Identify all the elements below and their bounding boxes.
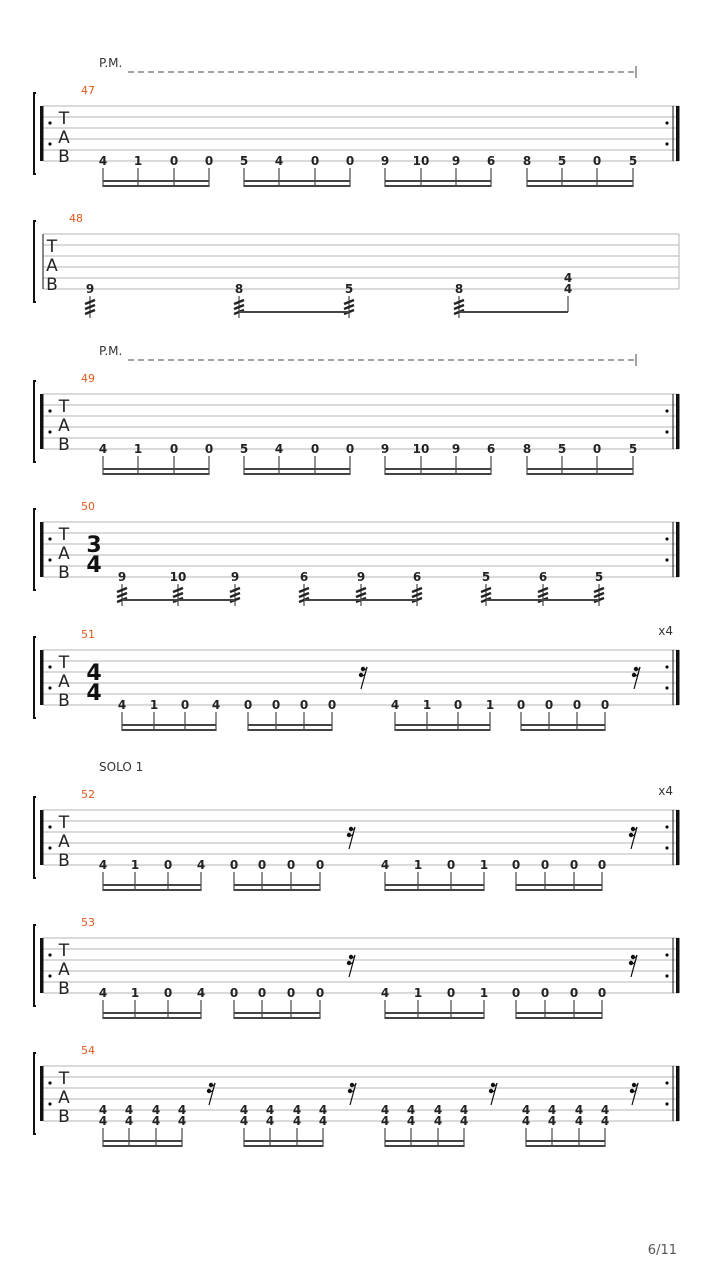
repeat-dot [48,974,51,977]
fret-number: 4 [406,1103,416,1117]
fret-number: 0 [257,986,267,1000]
fret-number: 6 [486,154,496,168]
tab-letter: T [58,1069,70,1089]
tab-system [34,212,679,318]
beam-group [481,570,604,606]
time-signature-top: 3 [86,533,102,558]
repeat-dot [665,953,668,956]
fret-number: 9 [85,282,95,296]
fret-number: 5 [239,154,249,168]
fret-number: 4 [600,1103,610,1117]
fret-number: 8 [234,282,244,296]
fret-number: 4 [274,154,284,168]
repeat-dot [665,825,668,828]
fret-number: 4 [98,986,108,1000]
sixteenth-rest [629,827,637,849]
system-bracket [34,925,36,1006]
tab-letter: T [58,941,70,961]
fret-number: 4 [459,1103,469,1117]
sixteenth-rest [359,667,367,689]
repeat-end-thick-bar [676,650,680,705]
palm-mute-label: P.M. [99,56,123,70]
fret-number: 1 [422,698,432,712]
tab-letter: T [58,109,70,129]
sixteenth-rest [348,1083,356,1105]
tab-system [34,916,680,1019]
sixteenth-rest [347,827,355,849]
fret-number: 0 [345,442,355,456]
fret-number: 4 [265,1114,275,1128]
fret-number: 1 [133,154,143,168]
fret-number: 4 [265,1103,275,1117]
fret-number: 0 [572,698,582,712]
repeat-count: x4 [658,784,673,798]
tab-letter: A [58,672,70,692]
fret-number: 10 [169,570,187,584]
repeat-dot [48,846,51,849]
fret-number: 0 [204,154,214,168]
fret-number: 4 [196,858,206,872]
fret-number: 0 [544,698,554,712]
fret-number: 0 [446,858,456,872]
tab-letter: B [58,1107,70,1127]
sixteenth-rest [630,1083,638,1105]
repeat-dot [665,430,668,433]
palm-mute-label: P.M. [99,344,123,358]
tab-letter: B [58,979,70,999]
fret-number: 0 [229,858,239,872]
fret-number: 0 [569,858,579,872]
measure-number: 53 [81,916,95,929]
fret-number: 0 [600,698,610,712]
fret-number: 4 [318,1103,328,1117]
beam-group [381,442,495,475]
repeat-dot [48,409,51,412]
fret-number: 0 [597,986,607,1000]
fret-number: 5 [557,154,567,168]
repeat-start-thick-bar [40,650,43,705]
measure-number: 48 [69,212,83,225]
fret-number: 0 [243,698,253,712]
tab-system [34,624,680,731]
sixteenth-rest [347,955,355,977]
fret-number: 0 [257,858,267,872]
fret-number: 5 [239,442,249,456]
repeat-dot [665,409,668,412]
fret-number: 4 [390,698,400,712]
fret-number: 4 [380,1114,390,1128]
repeat-dot [48,825,51,828]
fret-number: 4 [600,1114,610,1128]
repeat-end-thick-bar [676,394,680,449]
measure-number: 52 [81,788,95,801]
tab-letter: T [58,653,70,673]
fret-number: 4 [521,1114,531,1128]
repeat-end-thick-bar [676,106,680,161]
beam-group [381,154,495,187]
beam-group [99,154,213,187]
repeat-dot [665,686,668,689]
fret-number: 4 [177,1103,187,1117]
fret-number: 0 [511,858,521,872]
fret-number: 1 [485,698,495,712]
tab-system [34,760,680,891]
tab-letter: B [58,147,70,167]
fret-number: 4 [274,442,284,456]
sixteenth-rest [632,667,640,689]
repeat-dot [48,558,51,561]
fret-number: 9 [451,442,461,456]
repeat-end-thick-bar [676,1066,680,1121]
system-bracket [34,637,36,718]
fret-number: 0 [327,698,337,712]
beam-group [99,442,213,475]
fret-number: 1 [130,858,140,872]
repeat-end-thick-bar [676,522,680,577]
system-bracket [34,381,36,462]
fret-number: 0 [204,442,214,456]
fret-number: 0 [299,698,309,712]
fret-number: 4 [521,1103,531,1117]
tab-letter: A [58,416,70,436]
time-signature-bottom: 4 [86,553,102,578]
fret-number: 4 [574,1114,584,1128]
repeat-dot [665,558,668,561]
beam-group [230,986,324,1019]
tab-letter: A [58,544,70,564]
tab-letter: B [58,691,70,711]
system-bracket [34,1053,36,1134]
fret-number: 4 [151,1114,161,1128]
fret-number: 4 [563,271,573,285]
fret-number: 0 [315,858,325,872]
tab-letter: B [58,563,70,583]
page-number: 6/11 [647,1243,677,1258]
fret-number: 1 [149,698,159,712]
fret-number: 5 [481,570,491,584]
fret-number: 4 [563,282,573,296]
fret-number: 5 [594,570,604,584]
beam-group [299,570,422,606]
fret-number: 4 [380,986,390,1000]
fret-number: 0 [315,986,325,1000]
tab-system [34,344,680,475]
repeat-dot [48,686,51,689]
repeat-dot [48,1081,51,1084]
repeat-dot [48,121,51,124]
tab-letter: B [46,275,58,295]
fret-number: 0 [592,154,602,168]
fret-number: 0 [286,858,296,872]
beam-group [523,442,637,475]
beam-group [517,698,609,731]
beam-group [234,282,354,318]
tab-letter: A [58,832,70,852]
fret-number: 0 [453,698,463,712]
beam-group [85,282,95,318]
fret-number: 4 [98,154,108,168]
fret-number: 0 [597,858,607,872]
beam-group [391,698,494,731]
time-signature-bottom: 4 [86,681,102,706]
system-bracket [34,797,36,878]
repeat-start-thick-bar [40,810,43,865]
tab-letter: B [58,851,70,871]
fret-number: 4 [292,1114,302,1128]
fret-number: 0 [180,698,190,712]
fret-number: 0 [540,986,550,1000]
fret-number: 4 [196,986,206,1000]
fret-number: 5 [628,154,638,168]
beam-group [240,442,354,475]
beam-group [512,986,606,1019]
sixteenth-rest [207,1083,215,1105]
fret-number: 0 [271,698,281,712]
fret-number: 5 [628,442,638,456]
beam-group [381,986,488,1019]
fret-number: 6 [538,570,548,584]
fret-number: 4 [98,1114,108,1128]
fret-number: 10 [412,154,430,168]
fret-number: 0 [540,858,550,872]
beam-group [512,858,606,891]
fret-number: 0 [516,698,526,712]
measure-number: 50 [81,500,95,513]
fret-number: 0 [169,154,179,168]
fret-number: 0 [310,442,320,456]
tab-letter: T [58,525,70,545]
tab-letter: A [46,256,58,276]
fret-number: 0 [286,986,296,1000]
fret-number: 5 [344,282,354,296]
fret-number: 4 [124,1103,134,1117]
tab-letter: T [46,237,58,257]
measure-number: 47 [81,84,95,97]
fret-number: 4 [574,1103,584,1117]
fret-number: 8 [522,442,532,456]
beam-group [244,698,336,731]
fret-number: 9 [117,570,127,584]
beam-group [118,698,220,731]
repeat-dot [665,846,668,849]
repeat-start-thick-bar [40,106,43,161]
tab-system [34,500,680,606]
tab-system [34,56,680,187]
measure-number: 49 [81,372,95,385]
fret-number: 1 [479,858,489,872]
fret-number: 9 [380,442,390,456]
repeat-dot [48,1102,51,1105]
tab-letter: A [58,128,70,148]
fret-number: 4 [177,1114,187,1128]
fret-number: 4 [98,858,108,872]
fret-number: 5 [557,442,567,456]
fret-number: 1 [133,442,143,456]
fret-number: 6 [412,570,422,584]
fret-number: 1 [479,986,489,1000]
repeat-end-thick-bar [676,810,680,865]
fret-number: 4 [98,1103,108,1117]
section-label: SOLO 1 [99,760,144,774]
fret-number: 8 [522,154,532,168]
tab-system [34,1044,680,1147]
repeat-start-thick-bar [40,938,43,993]
fret-number: 4 [117,698,127,712]
fret-number: 4 [406,1114,416,1128]
fret-number: 4 [124,1114,134,1128]
fret-number: 0 [569,986,579,1000]
tab-letter: A [58,960,70,980]
fret-number: 4 [433,1103,443,1117]
repeat-dot [665,142,668,145]
repeat-start-thick-bar [40,522,43,577]
sixteenth-rest [489,1083,497,1105]
tab-letter: T [58,813,70,833]
fret-number: 8 [454,282,464,296]
fret-number: 4 [239,1103,249,1117]
fret-number: 9 [356,570,366,584]
sixteenth-rest [629,955,637,977]
fret-number: 4 [433,1114,443,1128]
beam-group [523,154,637,187]
fret-number: 4 [211,698,221,712]
fret-number: 4 [151,1103,161,1117]
fret-number: 0 [345,154,355,168]
fret-number: 9 [380,154,390,168]
beam-group [240,154,354,187]
repeat-dot [48,665,51,668]
system-bracket [34,509,36,590]
fret-number: 4 [292,1103,302,1117]
fret-number: 0 [169,442,179,456]
repeat-dot [665,665,668,668]
fret-number: 0 [511,986,521,1000]
fret-number: 4 [318,1114,328,1128]
tab-letter: A [58,1088,70,1108]
fret-number: 6 [299,570,309,584]
fret-number: 1 [413,858,423,872]
fret-number: 0 [592,442,602,456]
fret-number: 4 [380,1103,390,1117]
repeat-dot [665,974,668,977]
fret-number: 9 [230,570,240,584]
repeat-count: x4 [658,624,673,638]
fret-number: 4 [459,1114,469,1128]
fret-number: 9 [451,154,461,168]
system-bracket [34,93,36,174]
repeat-start-thick-bar [40,394,43,449]
beam-group [99,986,205,1019]
fret-number: 4 [98,442,108,456]
repeat-start-thick-bar [40,1066,43,1121]
beam-group [99,858,205,891]
repeat-dot [48,953,51,956]
fret-number: 1 [413,986,423,1000]
repeat-dot [48,430,51,433]
repeat-dot [48,142,51,145]
time-signature-top: 4 [86,661,102,686]
beam-group [117,570,240,606]
tab-letter: T [58,397,70,417]
beam-group [230,858,324,891]
repeat-dot [665,1081,668,1084]
beam-group [381,858,488,891]
tab-letter: B [58,435,70,455]
fret-number: 10 [412,442,430,456]
repeat-dot [665,121,668,124]
measure-number: 54 [81,1044,95,1057]
fret-number: 4 [380,858,390,872]
system-bracket [34,221,36,302]
fret-number: 0 [163,858,173,872]
fret-number: 0 [163,986,173,1000]
repeat-dot [665,1102,668,1105]
fret-number: 0 [446,986,456,1000]
repeat-dot [665,537,668,540]
fret-number: 1 [130,986,140,1000]
fret-number: 0 [229,986,239,1000]
fret-number: 4 [239,1114,249,1128]
measure-number: 51 [81,628,95,641]
fret-number: 4 [547,1103,557,1117]
fret-number: 0 [310,154,320,168]
repeat-dot [48,537,51,540]
fret-number: 4 [547,1114,557,1128]
fret-number: 6 [486,442,496,456]
repeat-end-thick-bar [676,938,680,993]
